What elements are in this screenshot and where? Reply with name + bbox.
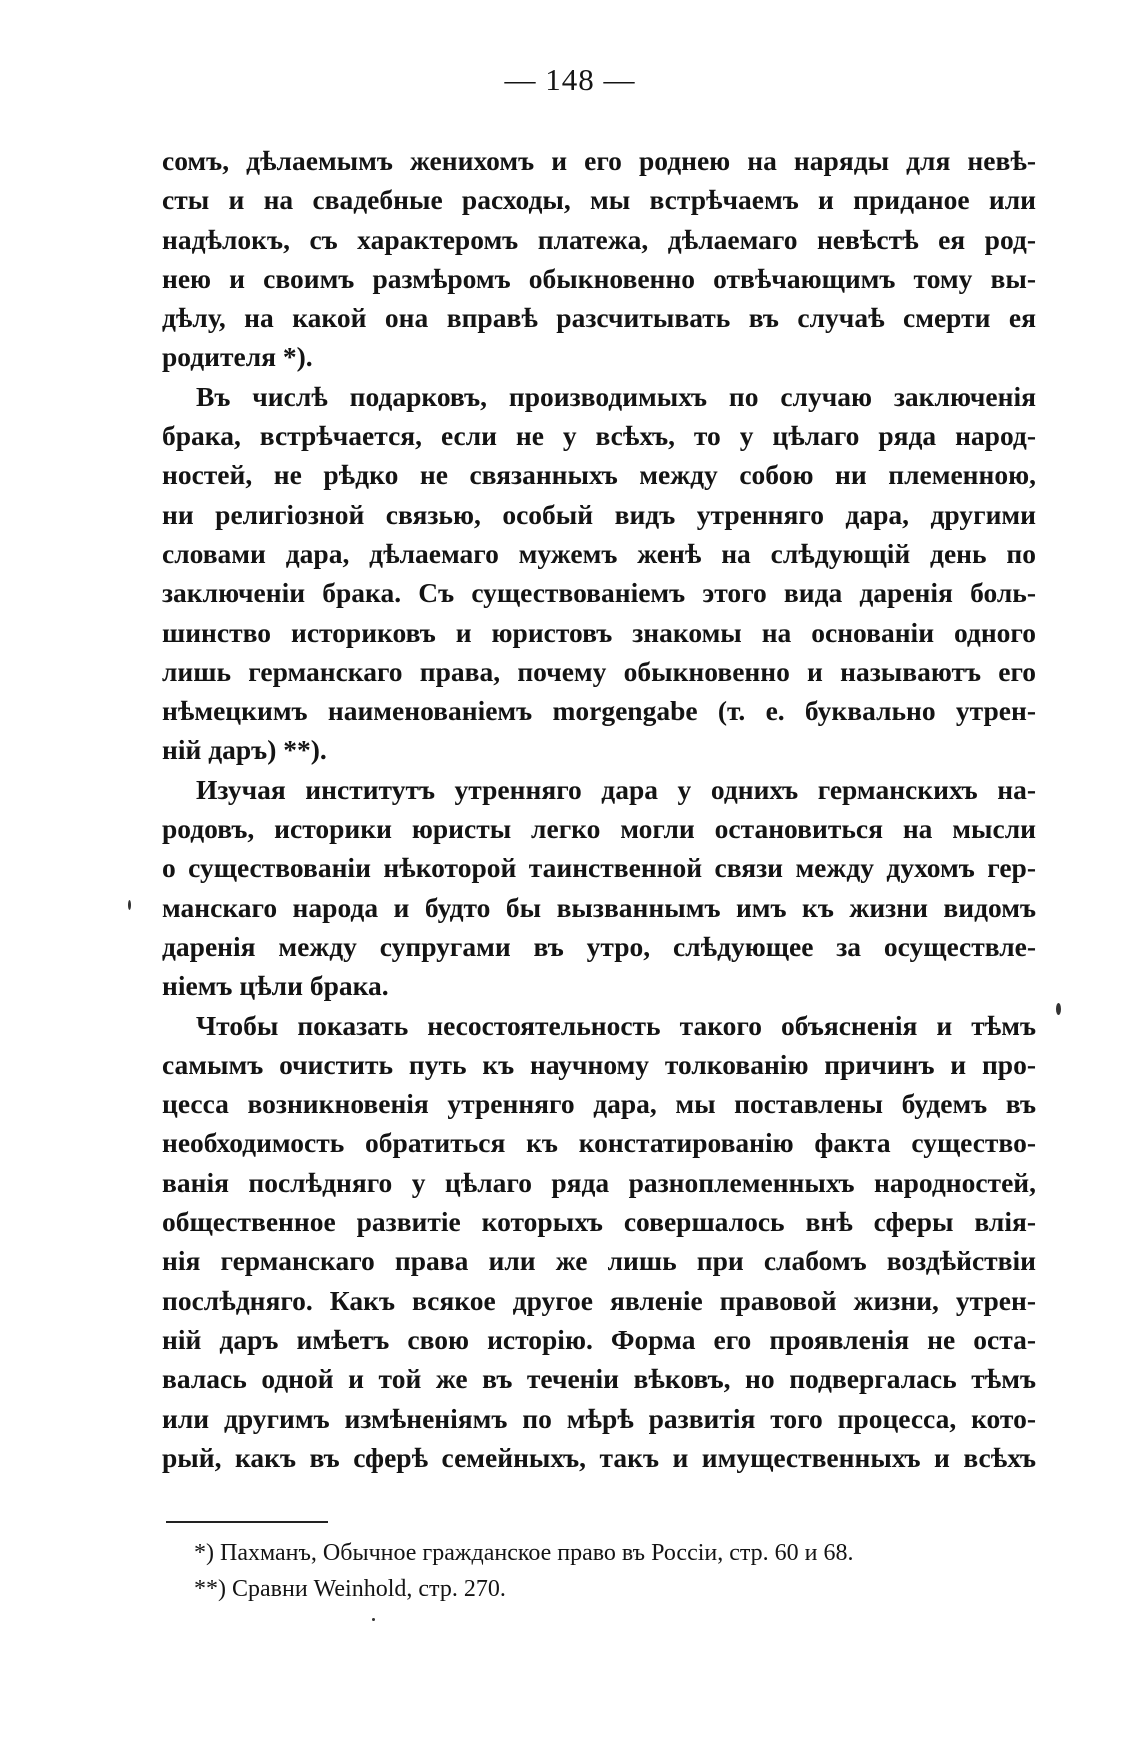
text-line: ній даръ имѣетъ свою исторію. Форма его проявленія не оста- — [162, 1323, 1036, 1355]
body-text — [162, 141, 1036, 1477]
text-line: Въ числѣ подарковъ, производимыхъ по случаю заключенія — [196, 380, 1036, 412]
text-line: заключеніи брака. Съ существованіемъ этого вида даренія боль- — [162, 577, 1036, 609]
text-line: даренія между супругами въ утро, слѣдующее за осуществле- — [162, 930, 1036, 962]
text-line: нею и своимъ размѣромъ обыкновенно отвѣчающимъ тому вы- — [162, 262, 1036, 294]
footnote: *) Пахманъ, Обычное гражданское право въ Россіи, стр. 60 и 68. — [194, 1540, 854, 1566]
footnote-divider — [166, 1521, 328, 1523]
footnotes — [194, 1535, 1034, 1607]
text-line: нѣмецкимъ наименованіемъ morgengabe (т. е. буквально утрен- — [162, 695, 1036, 727]
text-line: родителя *). — [162, 341, 313, 373]
page-number: — 148 — — [504, 62, 636, 97]
text-line: ностей, не рѣдко не связанныхъ между собою ни племенною, — [162, 459, 1036, 491]
text-line: ніемъ цѣли брака. — [162, 970, 389, 1002]
text-line: словами дара, дѣлаемаго мужемъ женѣ на слѣдующій день по — [162, 537, 1036, 569]
text-line: дѣлу, на какой она вправѣ разсчитывать въ случаѣ смерти ея — [162, 302, 1036, 334]
text-line: самымъ очистить путь къ научному толкованію причинъ и про- — [162, 1048, 1036, 1080]
scan-speck — [1056, 1003, 1061, 1015]
text-line: манскаго народа и будто бы вызваннымъ имъ къ жизни видомъ — [162, 891, 1036, 923]
text-line: родовъ, историки юристы легко могли остановиться на мысли — [162, 813, 1036, 845]
text-line: надѣлокъ, съ характеромъ платежа, дѣлаемаго невѣстѣ ея род- — [162, 223, 1036, 255]
scan-speck — [128, 900, 131, 910]
footnote: **) Сравни Weinhold, стр. 270. — [194, 1576, 506, 1602]
text-line: нія германскаго права или же лишь при слабомъ воздѣйствіи — [162, 1245, 1036, 1277]
scan-speck — [372, 1618, 375, 1621]
text-line: общественное развитіе которыхъ совершалось внѣ сферы влія- — [162, 1206, 1036, 1238]
text-line: или другимъ измѣненіямъ по мѣрѣ развитія того процесса, кото- — [162, 1402, 1036, 1434]
text-line: рый, какъ въ сферѣ семейныхъ, такъ и имущественныхъ и всѣхъ — [162, 1441, 1036, 1473]
text-line: сты и на свадебные расходы, мы встрѣчаемъ и приданое или — [162, 184, 1036, 216]
text-line: шинство историковъ и юристовъ знакомы на основаніи одного — [162, 616, 1036, 648]
text-line: ни религіозной связью, особый видъ утренняго дара, другими — [162, 498, 1036, 530]
text-line: необходимость обратиться къ констатированію факта существо- — [162, 1127, 1036, 1159]
text-line: цесса возникновенія утренняго дара, мы поставлены будемъ въ — [162, 1088, 1036, 1120]
text-line: ванія послѣдняго у цѣлаго ряда разноплеменныхъ народностей, — [162, 1166, 1036, 1198]
text-line: послѣдняго. Какъ всякое другое явленіе правовой жизни, утрен- — [162, 1284, 1036, 1316]
text-line: сомъ, дѣлаемымъ женихомъ и его роднею на наряды для невѣ- — [162, 145, 1036, 176]
text-line: Чтобы показать несостоятельность такого объясненія и тѣмъ — [196, 1009, 1036, 1041]
text-line: ній даръ) **). — [162, 734, 327, 766]
text-line: брака, встрѣчается, если не у всѣхъ, то у цѣлаго ряда народ- — [162, 420, 1036, 452]
text-line: Изучая институтъ утренняго дара у однихъ германскихъ на- — [196, 773, 1036, 805]
text-line: о существованіи нѣкоторой таинственной связи между духомъ гер- — [162, 852, 1036, 884]
text-line: валась одной и той же въ теченіи вѣковъ, но подвергалась тѣмъ — [162, 1363, 1036, 1395]
text-line: лишь германскаго права, почему обыкновенно и называютъ его — [162, 655, 1036, 687]
